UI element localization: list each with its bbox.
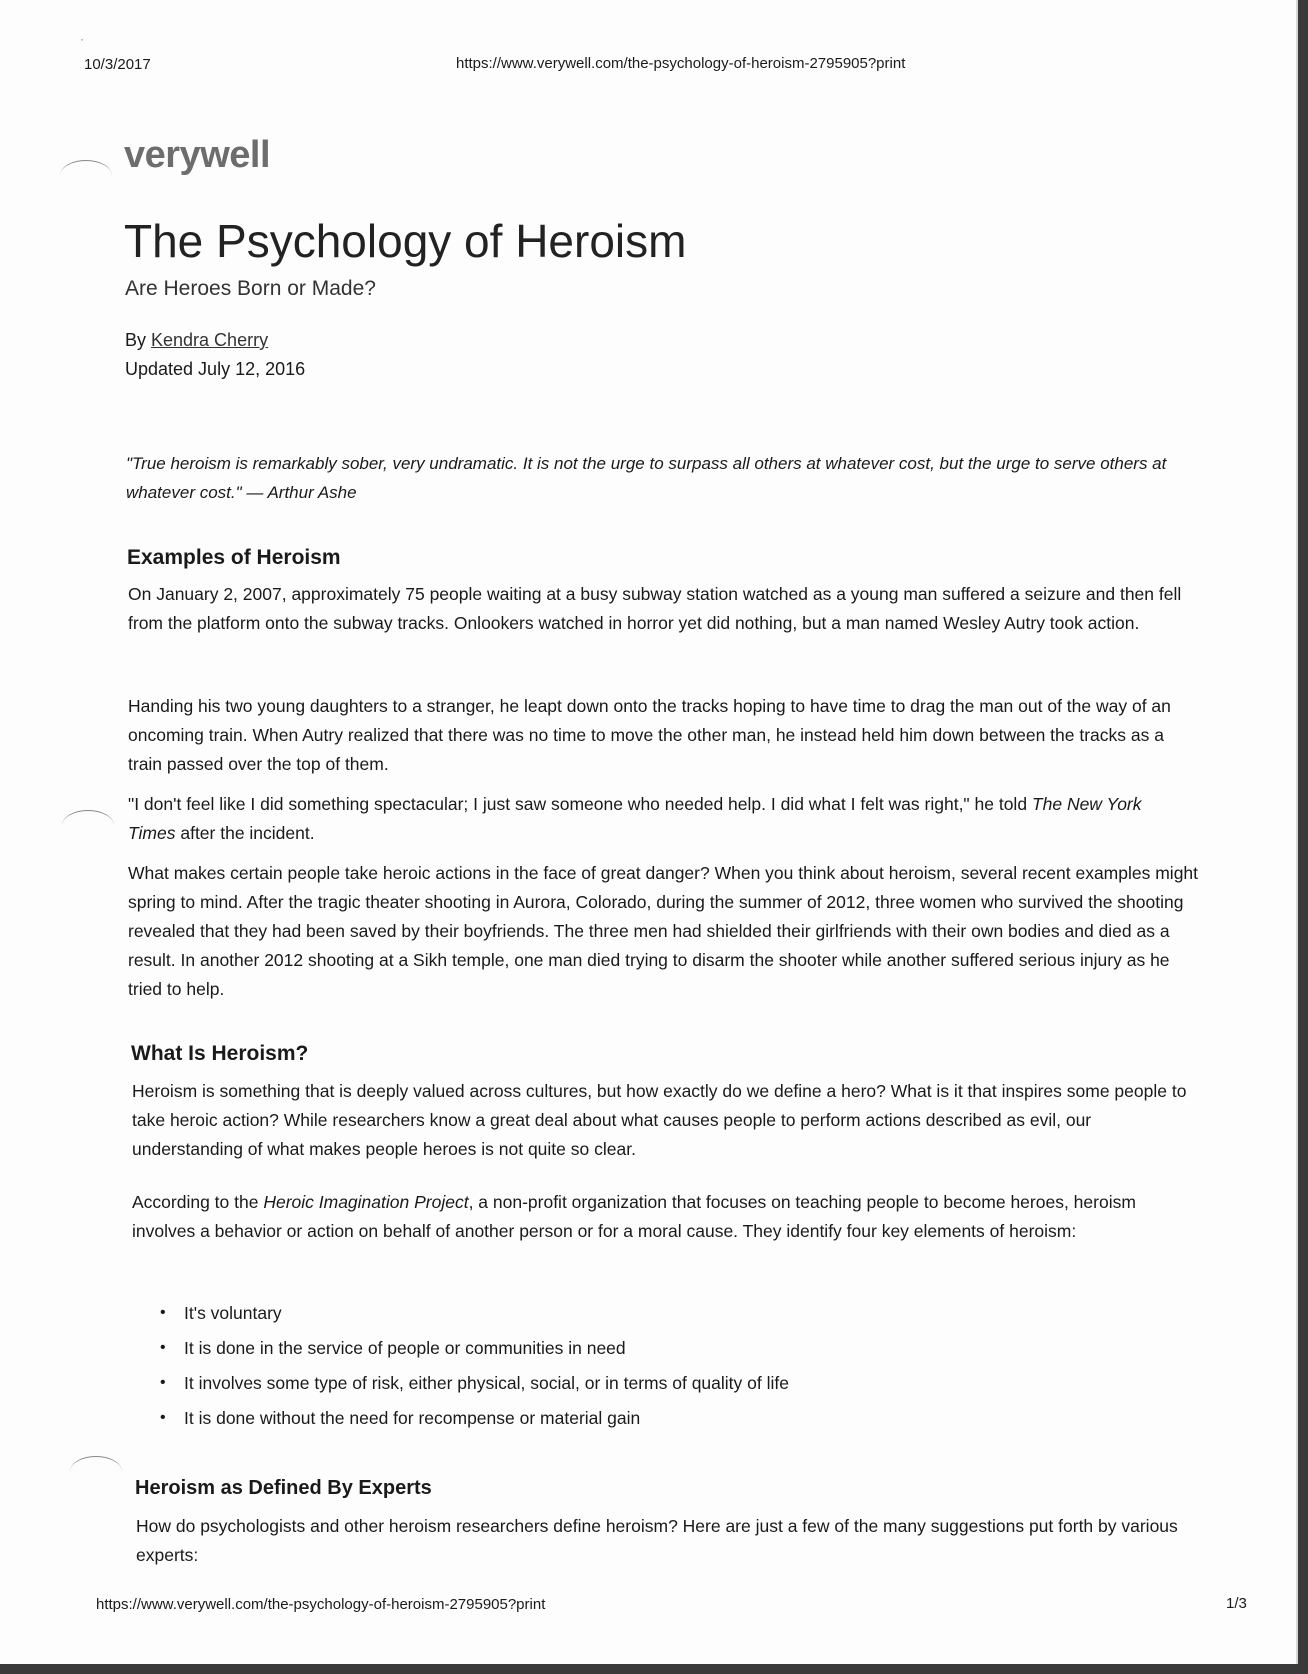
heroism-elements-list [160, 1302, 1160, 1442]
updated-date: Updated July 12, 2016 [125, 359, 306, 379]
article-subtitle: Are Heroes Born or Made? [125, 277, 376, 300]
list-item: • It is done in the service of people or communities in need [160, 1337, 1160, 1359]
publication-name: The New York Times [128, 794, 1142, 843]
punch-hole-mark [70, 1456, 122, 1487]
author-link[interactable]: Kendra Cherry [151, 330, 269, 350]
paragraph-examples-2: Handing his two young daughters to a stranger, he leapt down onto the tracks hoping to have time to drag the man out of the way of an oncoming train. When Autry realized that there was no time to move the other man, he instead held him down between the tracks as a train passed over the top of them. [128, 696, 1171, 774]
byline [125, 330, 268, 351]
paragraph-what-is-2 [132, 1188, 1192, 1246]
heading-experts: Heroism as Defined By Experts [135, 1477, 432, 1499]
paragraph-examples-1: On January 2, 2007, approximately 75 people waiting at a busy subway station watched as a young man suffered a seizure and then fell from the platform onto the subway tracks. Onlookers watched in horror yet did nothing, but a man named Wesley Autry took action. [128, 584, 1182, 633]
paragraph-what-is-1: Heroism is something that is deeply valued across cultures, but how exactly do we define a hero? What is it that inspires some people to take heroic action? While researchers know a great deal about what causes people to perform actions described as evil, our understanding of what makes people heroes is not quite so clear. [132, 1081, 1187, 1159]
print-header-url: https://www.verywell.com/the-psychology-of-heroism-2795905?print [456, 55, 906, 72]
list-item: • It is done without the need for recompense or material gain [160, 1407, 1160, 1429]
paragraph-examples-3 [128, 790, 1188, 848]
quote-text: "I don't feel like I did something spectacular; I just saw someone who needed help. I did what I felt was right," he told [128, 794, 1032, 814]
paragraph-rest: , a non-profit organization that focuses on teaching people to become heroes, heroism involves a behavior or action on behalf of another person or for a moral cause. They identify four key elements of heroism: [132, 1192, 1136, 1241]
print-footer-url: https://www.verywell.com/the-psychology-of-heroism-2795905?print [96, 1596, 546, 1613]
punch-hole-mark [60, 160, 112, 191]
site-logo: verywell [124, 134, 270, 176]
article-title: The Psychology of Heroism [124, 215, 687, 267]
paragraph-examples-4: What makes certain people take heroic actions in the face of great danger? When you think about heroism, several recent examples might spring to mind. After the tragic theater shooting in Aurora, Colorado, during the summer of 2012, three women who survived the shooting revealed that they had been saved by their boyfriends. The three men had shielded their girlfriends with their own bodies and died as a result. In another 2012 shooting at a Sikh temple, one man died trying to disarm the shooter while another suffered serious injury as he tried to help. [128, 863, 1199, 999]
byline-prefix: By [125, 330, 152, 350]
page-number: 1/3 [1226, 1595, 1247, 1612]
organization-name: Heroic Imagination Project [263, 1192, 469, 1212]
scan-speck: · [80, 32, 84, 46]
paragraph-lead: According to the [132, 1192, 264, 1212]
list-item: • It involves some type of risk, either physical, social, or in terms of quality of life [160, 1372, 1160, 1394]
print-date: 10/3/2017 [84, 56, 151, 73]
paragraph-experts-1: How do psychologists and other heroism researchers define heroism? Here are just a few of the many suggestions put forth by various experts: [136, 1516, 1178, 1565]
heading-examples: Examples of Heroism [127, 546, 341, 569]
punch-hole-mark [62, 810, 114, 841]
epigraph-quote: "True heroism is remarkably sober, very undramatic. It is not the urge to surpass all others at whatever cost, but the urge to serve others at whatever cost." — Arthur Ashe [126, 454, 1167, 502]
list-item: • It's voluntary [160, 1302, 1160, 1324]
quote-trailing: after the incident. [175, 823, 315, 843]
heading-what-is-heroism: What Is Heroism? [131, 1042, 309, 1065]
